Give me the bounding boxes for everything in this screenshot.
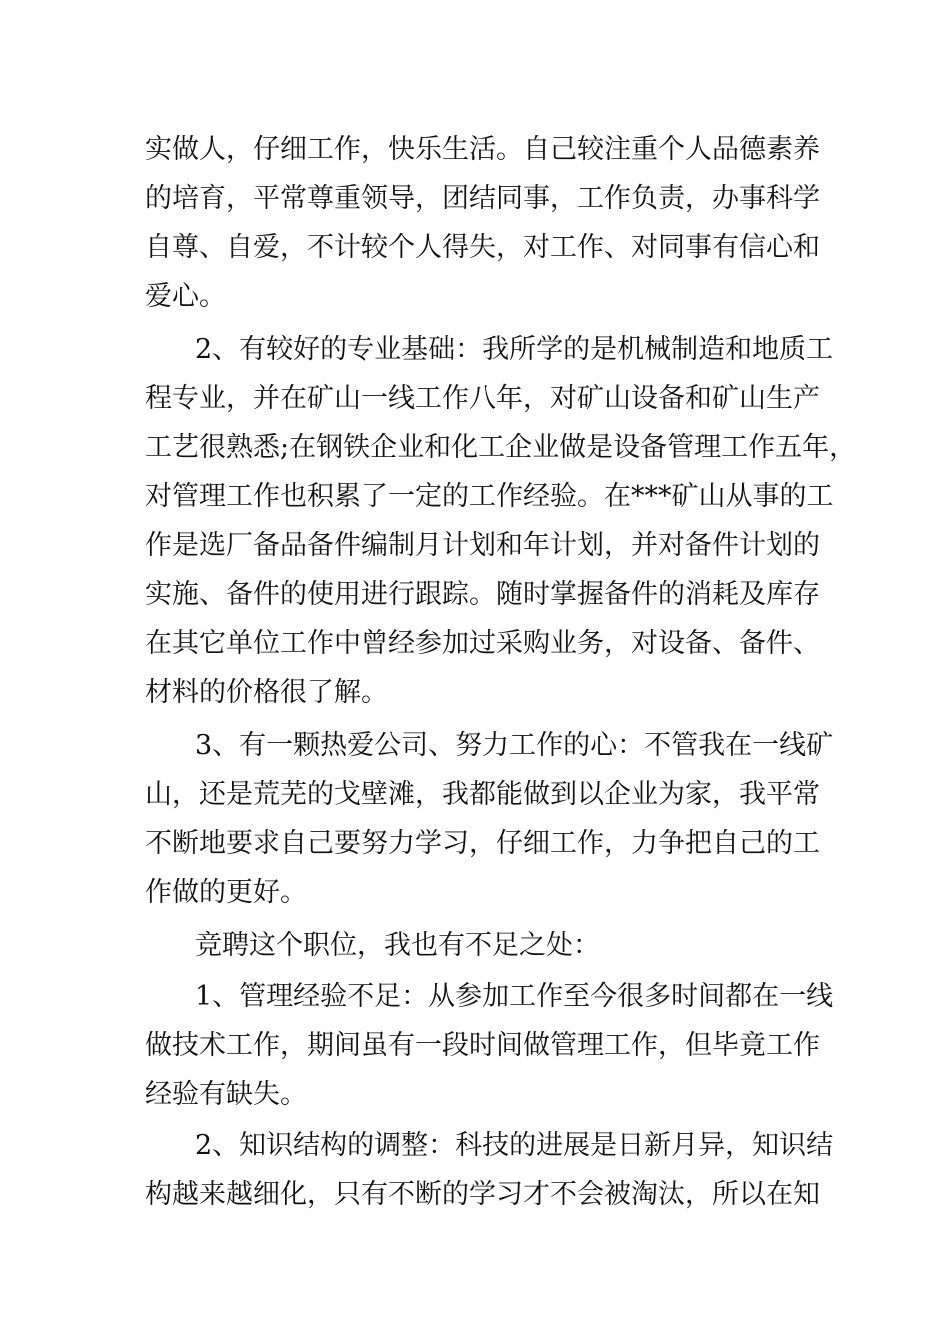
- text-line: 2、有较好的专业基础：我所学的是机械制造和地质工: [195, 334, 834, 365]
- text-line: 竞聘这个职位，我也有不足之处：: [195, 930, 600, 961]
- text-line: 做技术工作，期间虽有一段时间做管理工作，但毕竟工作: [145, 1030, 820, 1061]
- text-line: 作做的更好。: [145, 877, 307, 908]
- text-line: 3、有一颗热爱公司、努力工作的心：不管我在一线矿: [195, 730, 834, 761]
- text-line: 不断地要求自己要努力学习，仔细工作，力争把自己的工: [145, 828, 820, 859]
- text-line: 材料的价格很了解。: [145, 677, 388, 708]
- text-line: 经验有缺失。: [145, 1079, 307, 1110]
- text-line: 工艺很熟悉;在钢铁企业和化工企业做是设备管理工作五年，: [145, 432, 857, 463]
- text-line: 自尊、自爱，不计较个人得失，对工作、对同事有信心和: [145, 232, 820, 263]
- text-line: 1、管理经验不足：从参加工作至今很多时间都在一线: [195, 981, 834, 1012]
- text-line: 对管理工作也积累了一定的工作经验。在***矿山从事的工: [145, 481, 834, 512]
- text-line: 2、知识结构的调整：科技的进展是日新月异，知识结: [195, 1130, 834, 1161]
- text-line: 的培育，平常尊重领导，团结同事，工作负责，办事科学: [145, 183, 820, 214]
- text-line: 山，还是荒芜的戈壁滩，我都能做到以企业为家，我平常: [145, 779, 820, 810]
- text-line: 爱心。: [145, 281, 226, 312]
- text-line: 程专业，并在矿山一线工作八年，对矿山设备和矿山生产: [145, 383, 820, 414]
- text-line: 作是选厂备品备件编制月计划和年计划，并对备件计划的: [145, 530, 820, 561]
- text-line: 在其它单位工作中曾经参加过采购业务，对设备、备件、: [145, 628, 820, 659]
- text-line: 实施、备件的使用进行跟踪。随时掌握备件的消耗及库存: [145, 579, 820, 610]
- text-line: 构越来越细化，只有不断的学习才不会被淘汰，所以在知: [145, 1179, 820, 1210]
- text-line: 实做人，仔细工作，快乐生活。自己较注重个人品德素养: [145, 134, 820, 165]
